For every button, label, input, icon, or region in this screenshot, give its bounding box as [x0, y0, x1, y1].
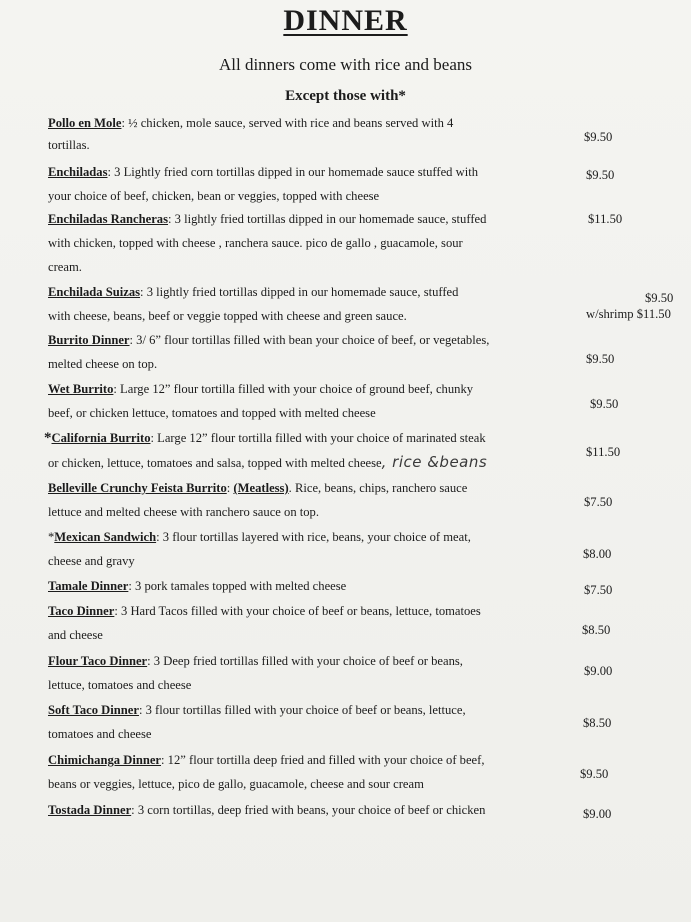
price: $9.50: [586, 168, 615, 182]
item-text: with chicken, topped with cheese , ranchera sauce. pico de gallo , guacamole, sour: [48, 236, 463, 250]
item-name: Enchilada Suizas: [48, 285, 141, 299]
item-name: Pollo en Mole: [48, 116, 122, 130]
item-name: Enchiladas Rancheras: [48, 212, 169, 226]
item-text: : 3/ 6” flour tortillas filled with bean your choice of beef, or vegetables,: [129, 333, 490, 347]
item-name: Soft Taco Dinner: [48, 703, 139, 717]
item-name: Flour Taco Dinner: [48, 654, 148, 668]
item-text: DINNER: [283, 4, 408, 37]
price: $7.50: [584, 495, 613, 509]
item-name: Tamale Dinner: [48, 579, 129, 593]
item-text: beef, or chicken lettuce, tomatoes and topped with melted cheese: [48, 406, 376, 420]
item-name: Mexican Sandwich: [54, 530, 157, 544]
item-text: : Large 12” flour tortilla filled with your choice of ground beef, chunky: [113, 382, 474, 396]
item-text: *: [44, 430, 52, 446]
item-text: cream.: [48, 260, 82, 274]
item-name: Taco Dinner: [48, 604, 115, 618]
item-text: : ½ chicken, mole sauce, served with rice and beans served with 4: [121, 116, 454, 130]
item-text: :: [226, 481, 234, 495]
price: $9.50: [645, 291, 674, 305]
price: $8.50: [582, 623, 611, 637]
item-text: beans or veggies, lettuce, pico de gallo, guacamole, cheese and sour cream: [48, 777, 424, 791]
price: $11.50: [588, 212, 623, 226]
item-name: Tostada Dinner: [48, 803, 132, 817]
price: $8.00: [583, 547, 612, 561]
item-text: : 3 lightly fried tortillas dipped in our homemade sauce, stuffed: [140, 285, 459, 299]
price: $8.50: [583, 716, 612, 730]
item-text: : Large 12” flour tortilla filled with your choice of marinated steak: [150, 431, 486, 445]
item-name: Belleville Crunchy Feista Burrito: [48, 481, 227, 495]
page-subtitle: All dinners come with rice and beans: [218, 55, 473, 74]
item-text: : 3 flour tortillas filled with your choice of beef or beans, lettuce,: [138, 703, 466, 717]
price: $9.50: [580, 767, 609, 781]
item-text: : 12” flour tortilla deep fried and filled with your choice of beef,: [161, 753, 485, 767]
item-name: Burrito Dinner: [48, 333, 130, 347]
item-text: : 3 lightly fried tortillas dipped in our homemade sauce, stuffed: [168, 212, 487, 226]
item-text: tomatoes and cheese: [48, 727, 152, 741]
price: $11.50: [586, 445, 621, 459]
item-text: lettuce and melted cheese with ranchero sauce on top.: [48, 505, 319, 519]
item-text: cheese and gravy: [48, 554, 135, 568]
item-text: melted cheese on top.: [48, 357, 158, 371]
price: $9.50: [590, 397, 619, 411]
item-name: (Meatless): [233, 481, 289, 495]
price: $9.50: [584, 130, 613, 144]
item-text: : 3 Hard Tacos filled with your choice of beef or beans, lettuce, tomatoes: [114, 604, 481, 618]
item-text: with cheese, beans, beef or veggie topped with cheese and green sauce.: [48, 309, 407, 323]
item-text: lettuce, tomatoes and cheese: [48, 678, 192, 692]
item-text: your choice of beef, chicken, bean or veggies, topped with cheese: [48, 189, 380, 203]
item-text: : 3 Lightly fried corn tortillas dipped in our homemade sauce stuffed with: [107, 165, 478, 179]
item-text: : 3 Deep fried tortillas filled with your choice of beef or beans,: [147, 654, 463, 668]
item-text: : 3 flour tortillas layered with rice, beans, your choice of meat,: [156, 530, 471, 544]
item-text: tortillas.: [48, 138, 90, 152]
page-title: [0, 4, 691, 38]
item-name: California Burrito: [51, 431, 151, 445]
handwritten-note: , rice &beans: [381, 453, 488, 471]
price: $9.00: [584, 664, 613, 678]
item-text: . Rice, beans, chips, ranchero sauce: [288, 481, 468, 495]
item-name: Wet Burrito: [48, 382, 114, 396]
price: $9.00: [583, 807, 612, 821]
item-name: Chimichanga Dinner: [48, 753, 162, 767]
item-text: : 3 pork tamales topped with melted cheese: [128, 579, 347, 593]
item-text: : 3 corn tortillas, deep fried with beans, your choice of beef or chicken: [131, 803, 486, 817]
item-text: or chicken, lettuce, tomatoes and salsa, topped with melted cheese: [48, 456, 382, 470]
price-shrimp: w/shrimp $11.50: [586, 307, 671, 321]
price: $7.50: [584, 583, 613, 597]
item-name: Enchiladas: [48, 165, 108, 179]
except-note: Except those with*: [285, 88, 406, 104]
item-text: *: [48, 530, 55, 544]
item-text: and cheese: [48, 628, 103, 642]
price: $9.50: [586, 352, 615, 366]
